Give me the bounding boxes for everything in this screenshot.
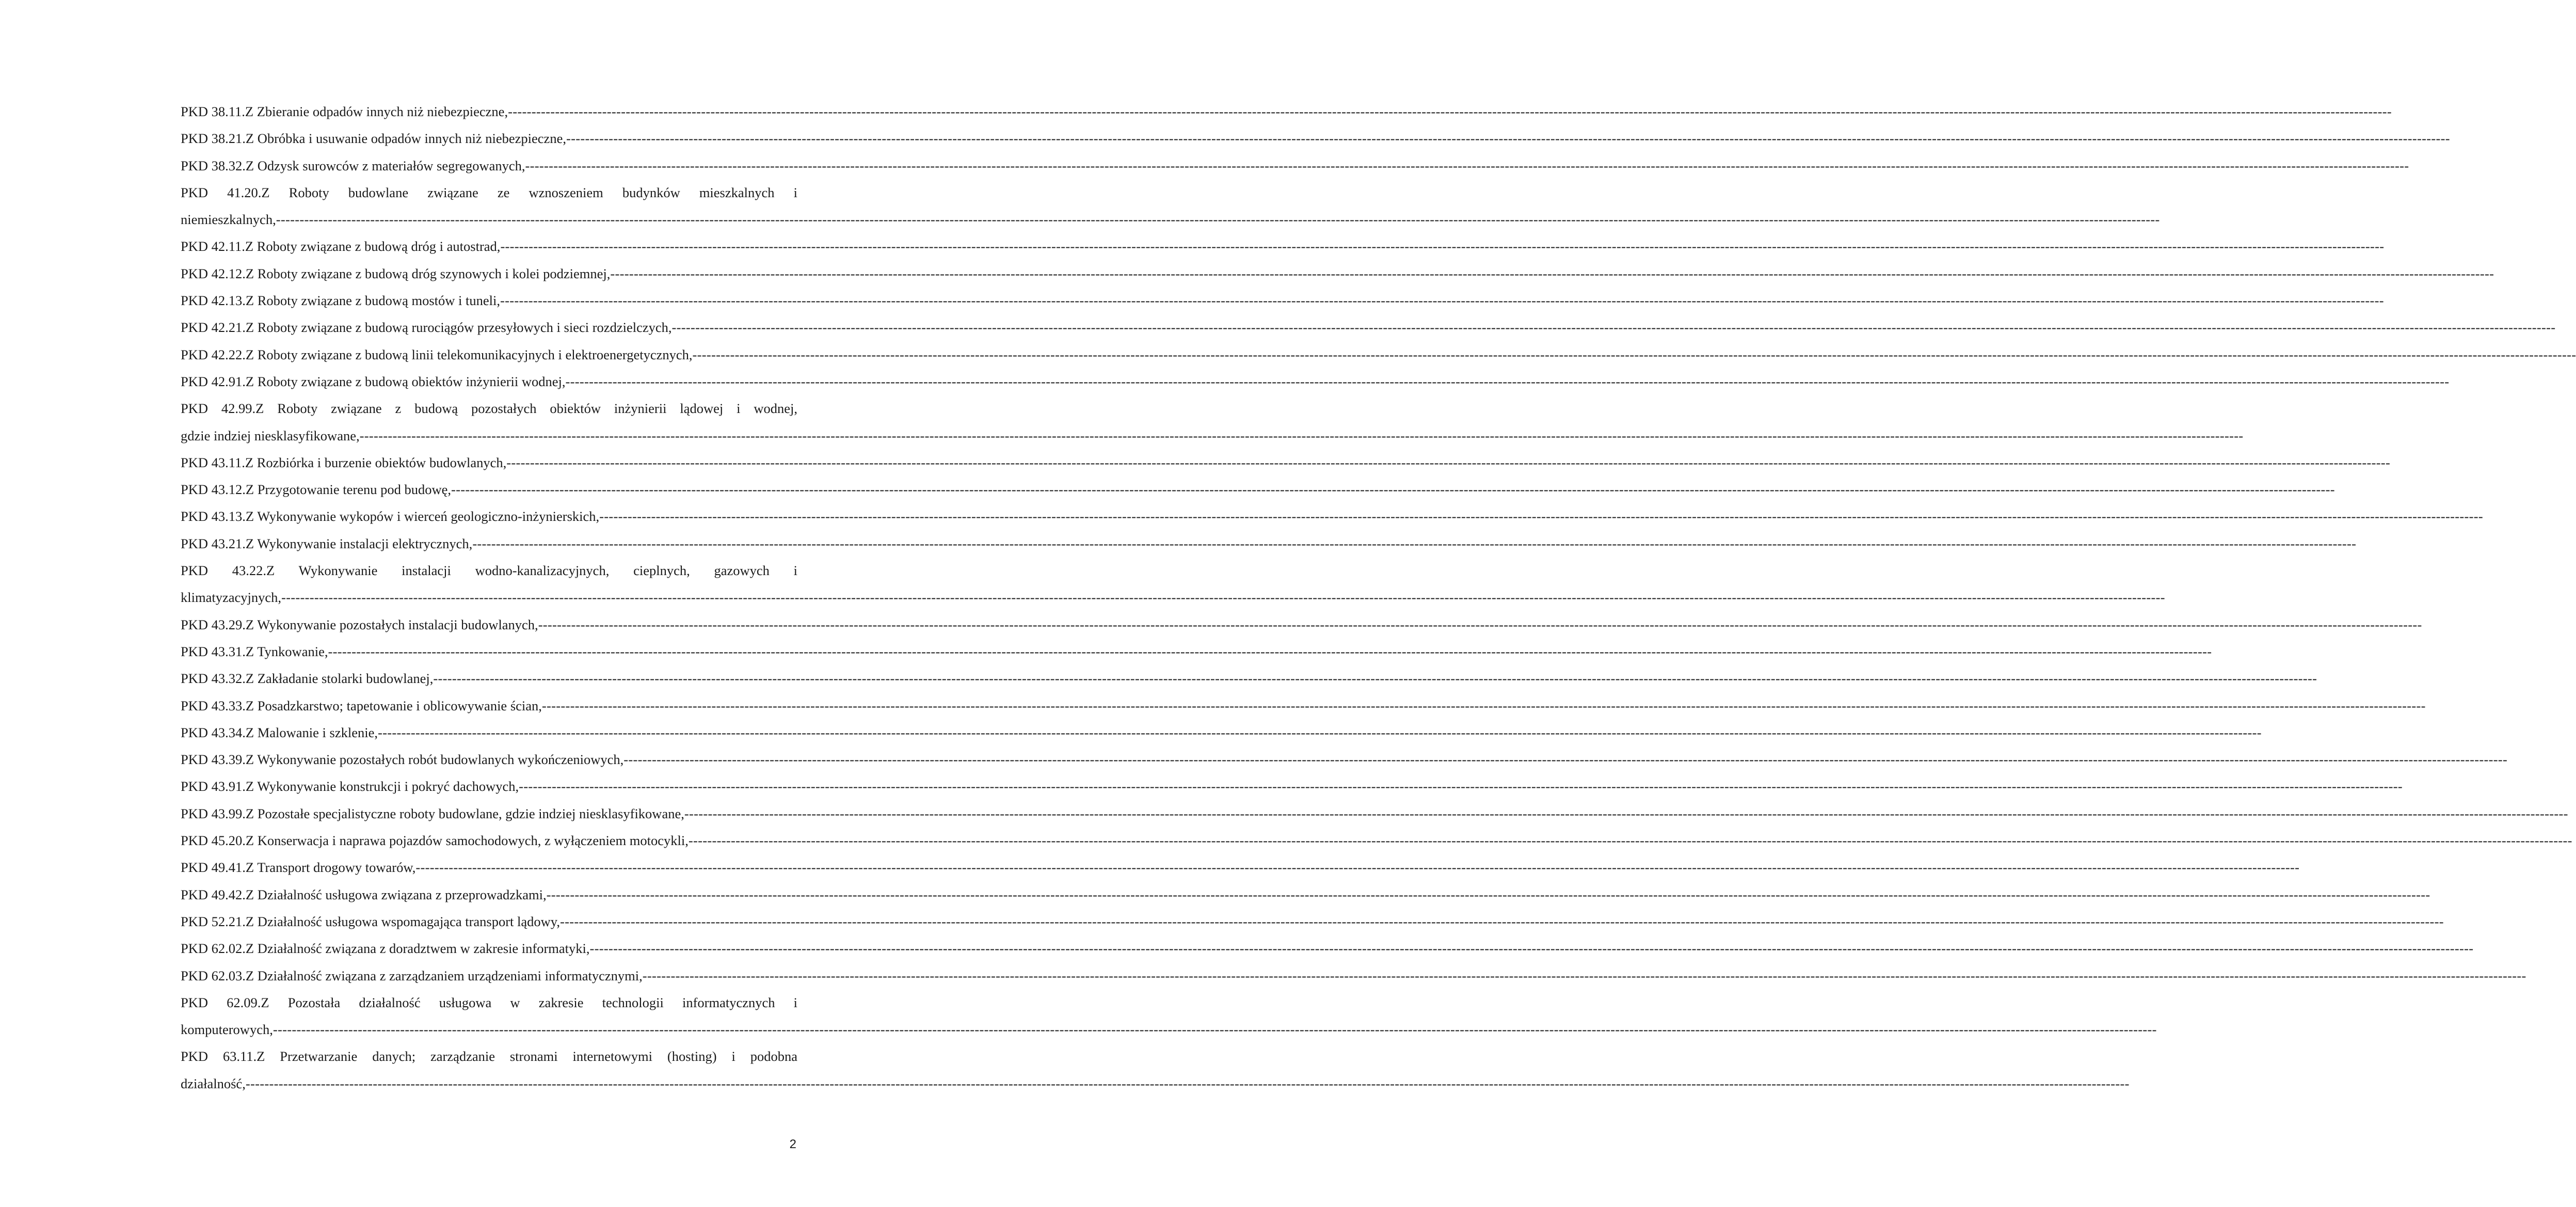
pkd-entry-text: PKD 42.12.Z Roboty związane z budową dróg szynowych i kolei podziemnej, [181, 265, 611, 281]
pkd-entry-text: klimatyzacyjnych, [181, 590, 281, 606]
dash-filler: ---------------------------------------------------------------------------------------------------------------------------------------------------------------------------------------------------------------------------------------------------------------------------------------------------------------------------------------------------------------------------------------------------------------- [688, 833, 2572, 849]
pkd-entry-line [181, 773, 2403, 800]
pkd-entry-line [181, 341, 2576, 368]
pkd-entry-line: PKD 63.11.Z Przetwarzanie danych; zarządzanie stronami internetowymi (hosting) i podobna [181, 1049, 797, 1065]
dash-filler: ---------------------------------------------------------------------------------------------------------------------------------------------------------------------------------------------------------------------------------------------------------------------------------------------------------------------------------------------------------------------------------------------------------------- [589, 941, 2474, 957]
dash-filler: ---------------------------------------------------------------------------------------------------------------------------------------------------------------------------------------------------------------------------------------------------------------------------------------------------------------------------------------------------------------------------------------------------------------- [500, 293, 2384, 309]
dash-filler: ---------------------------------------------------------------------------------------------------------------------------------------------------------------------------------------------------------------------------------------------------------------------------------------------------------------------------------------------------------------------------------------------------------------- [599, 509, 2484, 525]
dash-filler: ---------------------------------------------------------------------------------------------------------------------------------------------------------------------------------------------------------------------------------------------------------------------------------------------------------------------------------------------------------------------------------------------------------------- [276, 212, 2160, 228]
pkd-entry [181, 935, 2474, 962]
pkd-entry-line [181, 287, 2384, 314]
pkd-entry-text: PKD 52.21.Z Działalność usługowa wspomagająca transport lądowy, [181, 913, 560, 929]
pkd-entry-line [181, 584, 2165, 611]
pkd-entry [181, 773, 2403, 800]
pkd-entry-line [181, 881, 2430, 908]
pkd-entry-line [181, 692, 2426, 719]
pkd-entry-text: PKD 42.22.Z Roboty związane z budową linii telekomunikacyjnych i elektroenergetycznych, [181, 346, 693, 362]
pkd-entry-line [181, 1070, 2130, 1097]
pkd-entry [181, 881, 2430, 908]
pkd-entry [181, 827, 2572, 854]
pkd-entry [181, 638, 2212, 665]
pkd-entry-line: PKD 42.99.Z Roboty związane z budową pozostałych obiektów inżynierii lądowej i wodnej, [181, 401, 797, 417]
dash-filler: ---------------------------------------------------------------------------------------------------------------------------------------------------------------------------------------------------------------------------------------------------------------------------------------------------------------------------------------------------------------------------------------------------------------- [546, 886, 2430, 902]
pkd-entry [181, 152, 2409, 179]
pkd-entry [181, 233, 2385, 260]
dash-filler: ---------------------------------------------------------------------------------------------------------------------------------------------------------------------------------------------------------------------------------------------------------------------------------------------------------------------------------------------------------------------------------------------------------------- [281, 590, 2165, 606]
dash-filler: ---------------------------------------------------------------------------------------------------------------------------------------------------------------------------------------------------------------------------------------------------------------------------------------------------------------------------------------------------------------------------------------------------------------- [472, 535, 2357, 551]
pkd-entry-line [181, 260, 2494, 287]
dash-filler: ---------------------------------------------------------------------------------------------------------------------------------------------------------------------------------------------------------------------------------------------------------------------------------------------------------------------------------------------------------------------------------------------------------------- [508, 104, 2392, 119]
pkd-entry-line [181, 125, 2450, 152]
pkd-entry-text: PKD 43.99.Z Pozostałe specjalistyczne roboty budowlane, gdzie indziej niesklasyfikowane, [181, 805, 684, 821]
pkd-entry-line [181, 908, 2444, 935]
pkd-entry-line [181, 503, 2484, 530]
pkd-entry-text: PKD 43.34.Z Malowanie i szklenie, [181, 724, 378, 740]
pkd-entry-text: PKD 43.13.Z Wykonywanie wykopów i wierceń geologiczno-inżynierskich, [181, 509, 600, 525]
dash-filler: ---------------------------------------------------------------------------------------------------------------------------------------------------------------------------------------------------------------------------------------------------------------------------------------------------------------------------------------------------------------------------------------------------------------- [433, 671, 2317, 687]
dash-filler: ---------------------------------------------------------------------------------------------------------------------------------------------------------------------------------------------------------------------------------------------------------------------------------------------------------------------------------------------------------------------------------------------------------------- [415, 860, 2300, 876]
pkd-entry [181, 530, 2357, 557]
pkd-entry-text: PKD 43.33.Z Posadzkarstwo; tapetowanie i oblicowywanie ścian, [181, 697, 542, 713]
pkd-entry [181, 800, 2568, 827]
pkd-entry-text: PKD 42.11.Z Roboty związane z budową dróg i autostrad, [181, 239, 501, 255]
pkd-entry-line: PKD 62.09.Z Pozostała działalność usługowa w zakresie technologii informatycznych i [181, 994, 797, 1010]
pkd-entry-text: PKD 43.91.Z Wykonywanie konstrukcji i pokryć dachowych, [181, 779, 519, 795]
dash-filler: ---------------------------------------------------------------------------------------------------------------------------------------------------------------------------------------------------------------------------------------------------------------------------------------------------------------------------------------------------------------------------------------------------------------- [541, 697, 2426, 713]
pkd-entry [181, 503, 2484, 530]
pkd-entry-line [181, 530, 2357, 557]
pkd-entry-line [181, 476, 2335, 503]
pkd-entry-text: gdzie indziej niesklasyfikowane, [181, 427, 360, 443]
pkd-entry-line [181, 152, 2409, 179]
pkd-entry [181, 962, 2526, 989]
pkd-entry-text: PKD 49.41.Z Transport drogowy towarów, [181, 860, 416, 876]
dash-filler: ---------------------------------------------------------------------------------------------------------------------------------------------------------------------------------------------------------------------------------------------------------------------------------------------------------------------------------------------------------------------------------------------------------------- [359, 427, 2244, 443]
pkd-entry-line [181, 665, 2317, 692]
pkd-entry [181, 557, 2165, 611]
pkd-entry [181, 476, 2335, 503]
dash-filler: ---------------------------------------------------------------------------------------------------------------------------------------------------------------------------------------------------------------------------------------------------------------------------------------------------------------------------------------------------------------------------------------------------------------- [642, 967, 2526, 983]
pkd-entry [181, 611, 2422, 638]
pkd-entry-text: PKD 62.03.Z Działalność związana z zarządzaniem urządzeniami informatycznymi, [181, 967, 643, 983]
pkd-entry-text: PKD 38.32.Z Odzysk surowców z materiałów segregowanych, [181, 157, 525, 173]
dash-filler: ---------------------------------------------------------------------------------------------------------------------------------------------------------------------------------------------------------------------------------------------------------------------------------------------------------------------------------------------------------------------------------------------------------------- [328, 643, 2212, 659]
pkd-entry [181, 665, 2317, 692]
pkd-entry [181, 341, 2576, 368]
pkd-entry [181, 746, 2508, 773]
pkd-entry-line [181, 611, 2422, 638]
pkd-entry-text: PKD 42.91.Z Roboty związane z budową obiektów inżynierii wodnej, [181, 373, 566, 389]
pkd-entry-line [181, 206, 2160, 233]
pkd-entry-line [181, 233, 2385, 260]
pkd-entry-text: PKD 42.21.Z Roboty związane z budową rurociągów przesyłowych i sieci rozdzielczych, [181, 320, 672, 336]
pkd-entry [181, 314, 2556, 341]
dash-filler: ---------------------------------------------------------------------------------------------------------------------------------------------------------------------------------------------------------------------------------------------------------------------------------------------------------------------------------------------------------------------------------------------------------------- [500, 239, 2385, 255]
dash-filler: ---------------------------------------------------------------------------------------------------------------------------------------------------------------------------------------------------------------------------------------------------------------------------------------------------------------------------------------------------------------------------------------------------------------- [623, 752, 2508, 768]
pkd-entry-line [181, 422, 2244, 449]
pkd-entry [181, 260, 2494, 287]
pkd-entry-line [181, 368, 2450, 395]
pkd-entry-text: PKD 43.29.Z Wykonywanie pozostałych instalacji budowlanych, [181, 616, 538, 632]
pkd-entry [181, 395, 2244, 449]
pkd-entry-text: komputerowych, [181, 1022, 273, 1038]
pkd-entry-line [181, 827, 2572, 854]
dash-filler: ---------------------------------------------------------------------------------------------------------------------------------------------------------------------------------------------------------------------------------------------------------------------------------------------------------------------------------------------------------------------------------------------------------------- [566, 131, 2450, 147]
pkd-entry [181, 449, 2391, 476]
dash-filler: ---------------------------------------------------------------------------------------------------------------------------------------------------------------------------------------------------------------------------------------------------------------------------------------------------------------------------------------------------------------------------------------------------------------- [273, 1022, 2157, 1038]
pkd-entry-text: niemieszkalnych, [181, 212, 276, 228]
pkd-entry [181, 98, 2392, 125]
pkd-entry-text: PKD 49.42.Z Działalność usługowa związana z przeprowadzkami, [181, 886, 547, 902]
pkd-entry-line: PKD 43.22.Z Wykonywanie instalacji wodno-kanalizacyjnych, cieplnych, gazowych i [181, 563, 797, 579]
page-number: 2 [789, 1137, 796, 1151]
pkd-entry [181, 854, 2300, 881]
pkd-entry [181, 719, 2262, 746]
dash-filler: ---------------------------------------------------------------------------------------------------------------------------------------------------------------------------------------------------------------------------------------------------------------------------------------------------------------------------------------------------------------------------------------------------------------- [538, 616, 2422, 632]
pkd-entry-text: PKD 43.12.Z Przygotowanie terenu pod budowę, [181, 482, 452, 498]
pkd-entry-line [181, 746, 2508, 773]
pkd-entry [181, 179, 2160, 233]
pkd-entry-text: PKD 43.31.Z Tynkowanie, [181, 643, 328, 659]
pkd-entry [181, 692, 2426, 719]
pkd-entry [181, 368, 2450, 395]
pkd-entry-text: PKD 42.13.Z Roboty związane z budową mostów i tuneli, [181, 293, 500, 309]
pkd-entry [181, 287, 2384, 314]
dash-filler: ---------------------------------------------------------------------------------------------------------------------------------------------------------------------------------------------------------------------------------------------------------------------------------------------------------------------------------------------------------------------------------------------------------------- [245, 1075, 2130, 1091]
dash-filler: ---------------------------------------------------------------------------------------------------------------------------------------------------------------------------------------------------------------------------------------------------------------------------------------------------------------------------------------------------------------------------------------------------------------- [506, 454, 2391, 470]
pkd-entry-line [181, 719, 2262, 746]
dash-filler: ---------------------------------------------------------------------------------------------------------------------------------------------------------------------------------------------------------------------------------------------------------------------------------------------------------------------------------------------------------------------------------------------------------------- [671, 320, 2556, 336]
pkd-entry-line [181, 854, 2300, 881]
dash-filler: ---------------------------------------------------------------------------------------------------------------------------------------------------------------------------------------------------------------------------------------------------------------------------------------------------------------------------------------------------------------------------------------------------------------- [692, 346, 2576, 362]
dash-filler: ---------------------------------------------------------------------------------------------------------------------------------------------------------------------------------------------------------------------------------------------------------------------------------------------------------------------------------------------------------------------------------------------------------------- [519, 779, 2403, 795]
pkd-entry-text: działalność, [181, 1075, 246, 1091]
pkd-entry-line [181, 449, 2391, 476]
dash-filler: ---------------------------------------------------------------------------------------------------------------------------------------------------------------------------------------------------------------------------------------------------------------------------------------------------------------------------------------------------------------------------------------------------------------- [684, 805, 2568, 821]
pkd-code-list [181, 98, 2576, 1097]
pkd-entry-line [181, 638, 2212, 665]
pkd-entry-line [181, 98, 2392, 125]
pkd-entry [181, 125, 2450, 152]
pkd-entry-line: PKD 41.20.Z Roboty budowlane związane ze wznoszeniem budynków mieszkalnych i [181, 184, 797, 200]
dash-filler: ---------------------------------------------------------------------------------------------------------------------------------------------------------------------------------------------------------------------------------------------------------------------------------------------------------------------------------------------------------------------------------------------------------------- [565, 373, 2450, 389]
pkd-entry-text: PKD 43.11.Z Rozbiórka i burzenie obiektów budowlanych, [181, 454, 507, 470]
pkd-entry-text: PKD 45.20.Z Konserwacja i naprawa pojazdów samochodowych, z wyłączeniem motocykli, [181, 833, 689, 849]
pkd-entry-text: PKD 38.11.Z Zbieranie odpadów innych niż niebezpieczne, [181, 104, 508, 119]
pkd-entry-line [181, 800, 2568, 827]
pkd-entry [181, 989, 2157, 1043]
pkd-entry [181, 908, 2444, 935]
dash-filler: ---------------------------------------------------------------------------------------------------------------------------------------------------------------------------------------------------------------------------------------------------------------------------------------------------------------------------------------------------------------------------------------------------------------- [610, 265, 2494, 281]
pkd-entry [181, 1043, 2130, 1097]
pkd-entry-text: PKD 43.39.Z Wykonywanie pozostałych robót budowlanych wykończeniowych, [181, 752, 624, 768]
dash-filler: ---------------------------------------------------------------------------------------------------------------------------------------------------------------------------------------------------------------------------------------------------------------------------------------------------------------------------------------------------------------------------------------------------------------- [525, 157, 2409, 173]
pkd-entry-text: PKD 43.32.Z Zakładanie stolarki budowlanej, [181, 671, 434, 687]
pkd-entry-line [181, 314, 2556, 341]
pkd-entry-line [181, 962, 2526, 989]
dash-filler: ---------------------------------------------------------------------------------------------------------------------------------------------------------------------------------------------------------------------------------------------------------------------------------------------------------------------------------------------------------------------------------------------------------------- [451, 482, 2335, 498]
pkd-entry-line [181, 1016, 2157, 1043]
pkd-entry-text: PKD 43.21.Z Wykonywanie instalacji elektrycznych, [181, 535, 473, 551]
pkd-entry-line [181, 935, 2474, 962]
pkd-entry-text: PKD 38.21.Z Obróbka i usuwanie odpadów innych niż niebezpieczne, [181, 131, 566, 147]
pkd-entry-text: PKD 62.02.Z Działalność związana z doradztwem w zakresie informatyki, [181, 941, 590, 957]
dash-filler: ---------------------------------------------------------------------------------------------------------------------------------------------------------------------------------------------------------------------------------------------------------------------------------------------------------------------------------------------------------------------------------------------------------------- [559, 913, 2444, 929]
dash-filler: ---------------------------------------------------------------------------------------------------------------------------------------------------------------------------------------------------------------------------------------------------------------------------------------------------------------------------------------------------------------------------------------------------------------- [377, 724, 2262, 740]
